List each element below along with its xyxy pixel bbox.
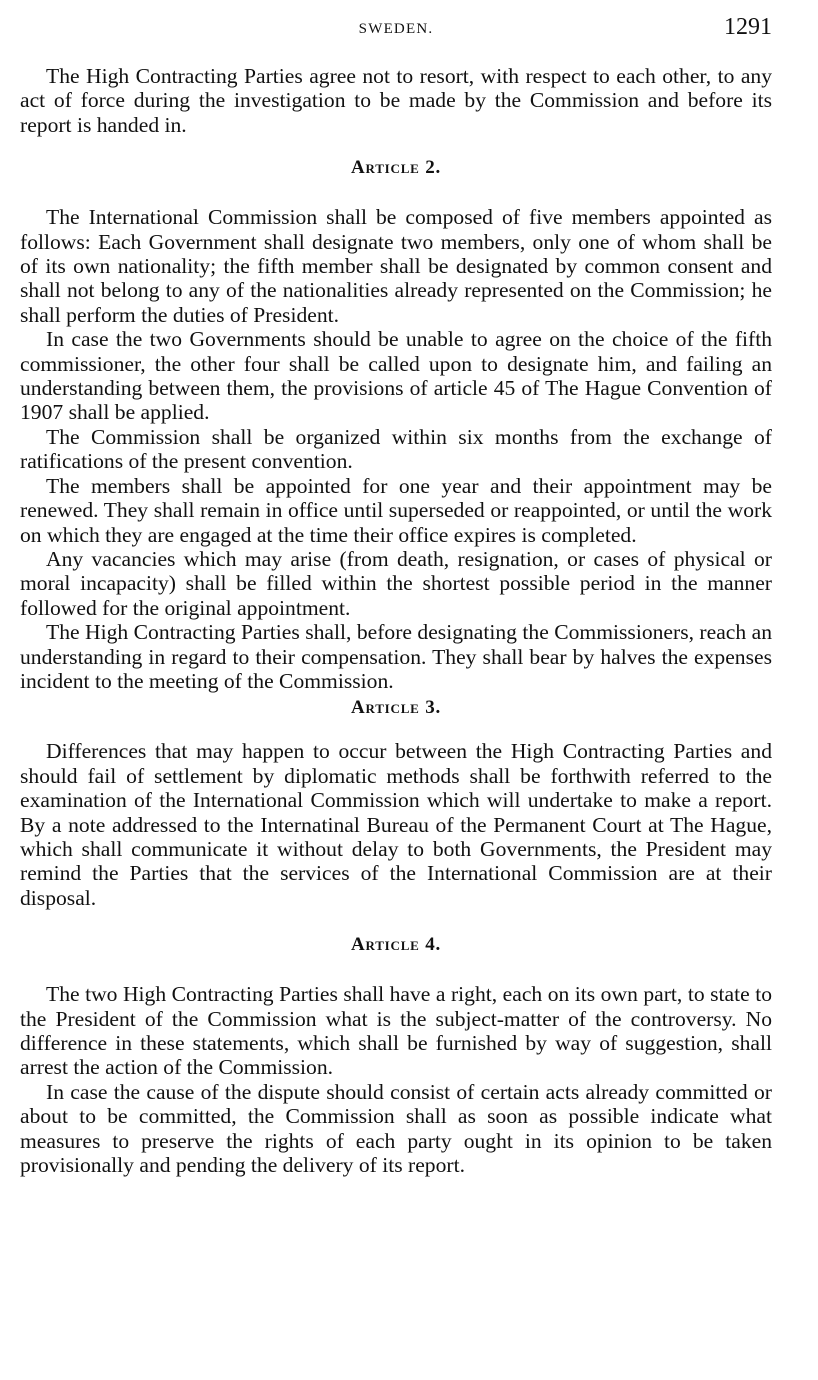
- article-2-heading: [20, 157, 772, 179]
- article-2-heading-text: Article 2.: [350, 157, 442, 179]
- page-number: 1291: [724, 14, 772, 40]
- running-title: SWEDEN.: [358, 21, 434, 37]
- article-3-heading: [20, 697, 772, 719]
- article2-paragraph-4: The members shall be appointed for one year and their appointment may be renewed. They shall remain in office until superseded or reappointed, or until the work on which they are engaged at the time their office expires is completed.: [20, 473, 772, 547]
- article2-paragraph-3: The Commission shall be organized within six months from the exchange of ratifications of the present convention.: [20, 424, 772, 474]
- article2-paragraph-1: The International Commission shall be composed of five members appointed as follows: Each Government shall designate two members, only one of whom shall be of its own nationality; the fifth member shall be designated by common consent and shall not belong to any of the nationalities already represented on the Commission; he shall perform the duties of President.: [20, 205, 772, 327]
- article3-paragraph-1: Differences that may happen to occur between the High Contracting Parties and should fail of settlement by diplomatic methods shall be forthwith referred to the examination of the International Commission which will undertake to make a report. By a note addressed to the Internatinal Bureau of the Permanent Court at The Hague, which shall communicate it without delay to both Governments, the President may remind the Parties that the services of the International Commission are at their disposal.: [20, 739, 772, 910]
- article2-paragraph-6: The High Contracting Parties shall, before designating the Commissioners, reach an understanding in regard to their compensation. They shall bear by halves the expenses incident to the meeting of the Commission.: [20, 620, 772, 693]
- article-4-heading-text: Article 4.: [350, 934, 442, 956]
- article4-paragraph-2: In case the cause of the dispute should consist of certain acts already committed or about to be committed, the Commission shall as soon as possible indicate what measures to preserve the rights of each party ought in its opinion to be taken provisionally and pending the delivery of its report.: [20, 1079, 772, 1178]
- article2-paragraph-5: Any vacancies which may arise (from death, resignation, or cases of physical or moral incapacity) shall be filled within the shortest possible period in the manner followed for the original appointment.: [20, 546, 772, 620]
- article-3-heading-text: Article 3.: [350, 697, 442, 719]
- article2-paragraph-2: In case the two Governments should be unable to agree on the choice of the fifth commissioner, the other four shall be called upon to designate him, and failing an understanding between them, the provisions of article 45 of The Hague Convention of 1907 shall be applied.: [20, 327, 772, 425]
- article1-closing-paragraph: The High Contracting Parties agree not to resort, with respect to each other, to any act of force during the investigation to be made by the Commission and before its report is handed in.: [20, 64, 772, 137]
- body-text: [20, 64, 772, 1177]
- article-4-heading: [20, 934, 772, 956]
- article4-paragraph-1: The two High Contracting Parties shall have a right, each on its own part, to state to the President of the Commission what is the subject-matter of the controversy. No difference in these statements, which shall be furnished by way of suggestion, shall arrest the action of the Commission.: [20, 982, 772, 1080]
- running-head: [20, 14, 772, 44]
